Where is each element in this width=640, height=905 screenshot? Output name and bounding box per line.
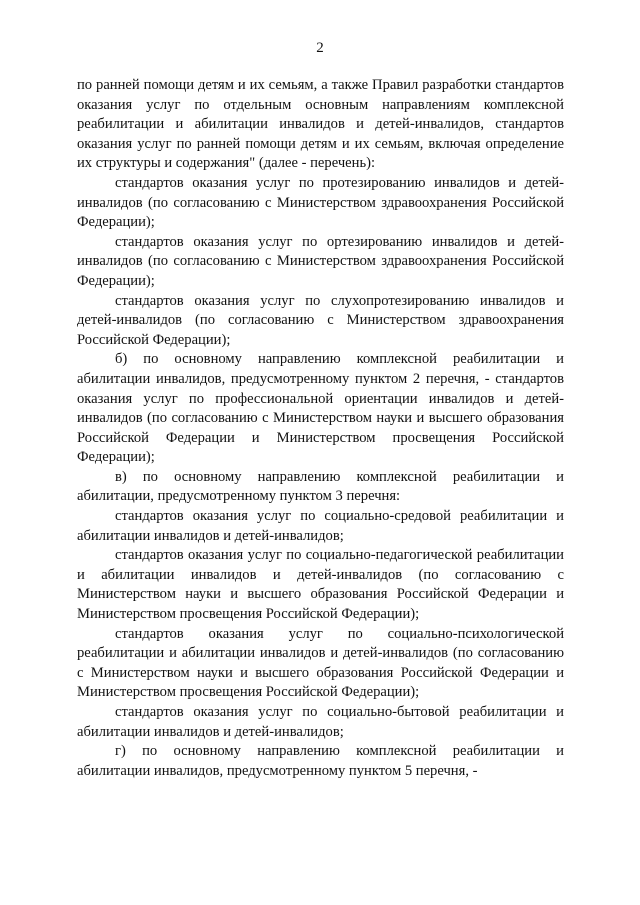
paragraph-social-household-standards: стандартов оказания услуг по социально-бытовой реабилитации и абилитации инвалидов и детей-инвалидов; <box>77 704 564 740</box>
paragraph-social-environment-standards: стандартов оказания услуг по социально-средовой реабилитации и абилитации инвалидов и детей-инвалидов; <box>77 508 564 544</box>
paragraph-hearing-aid-standards: стандартов оказания услуг по слухопротезированию инвалидов и детей-инвалидов (по согласованию с Министерством здравоохранения Российской Федерации); <box>77 292 564 348</box>
paragraph-orthotics-standards: стандартов оказания услуг по ортезированию инвалидов и детей-инвалидов (по согласованию с Министерством здравоохранения Российской Федерации); <box>77 233 564 289</box>
document-body <box>77 76 564 781</box>
paragraph-social-psychological-standards: стандартов оказания услуг по социально-психологической реабилитации и абилитации инвалидов и детей-инвалидов (по согласованию с Министерством науки и высшего образования Российской Федерации и Министерством просвещения Российской Федерации); <box>77 625 564 701</box>
paragraph-item-g: г) по основному направлению комплексной реабилитации и абилитации инвалидов, предусмотренному пунктом 5 перечня, - <box>77 743 564 779</box>
paragraph-social-pedagogical-standards: стандартов оказания услуг по социально-педагогической реабилитации и абилитации инвалидов и детей-инвалидов (по согласованию с Министерством науки и высшего образования Российской Федерации и Министерством просвещения Российской Федерации); <box>77 547 564 623</box>
paragraph-item-v: в) по основному направлению комплексной реабилитации и абилитации, предусмотренному пунктом 3 перечня: <box>77 468 564 505</box>
page-number: 2 <box>316 40 324 56</box>
paragraph-item-b: б) по основному направлению комплексной реабилитации и абилитации инвалидов, предусмотренному пунктом 2 перечня, - стандартов оказания услуг по профессиональной ориентации инвалидов и детей-инвалидов (по согласованию с Министерством науки и высшего образования Российской Федерации и Министерством просвещения Российской Федерации); <box>77 351 564 466</box>
paragraph-prosthetics-standards: стандартов оказания услуг по протезированию инвалидов и детей-инвалидов (по согласованию с Министерством здравоохранения Российской Федерации); <box>77 174 564 231</box>
paragraph-intro: по ранней помощи детям и их семьям, а также Правил разработки стандартов оказания услуг по отдельным основным направлениям комплексной реабилитации и абилитации инвалидов и детей-инвалидов, стандартов оказания услуг по ранней помощи детям и их семьям, включая определение их структуры и содержания" (далее - перечень): <box>77 77 564 172</box>
